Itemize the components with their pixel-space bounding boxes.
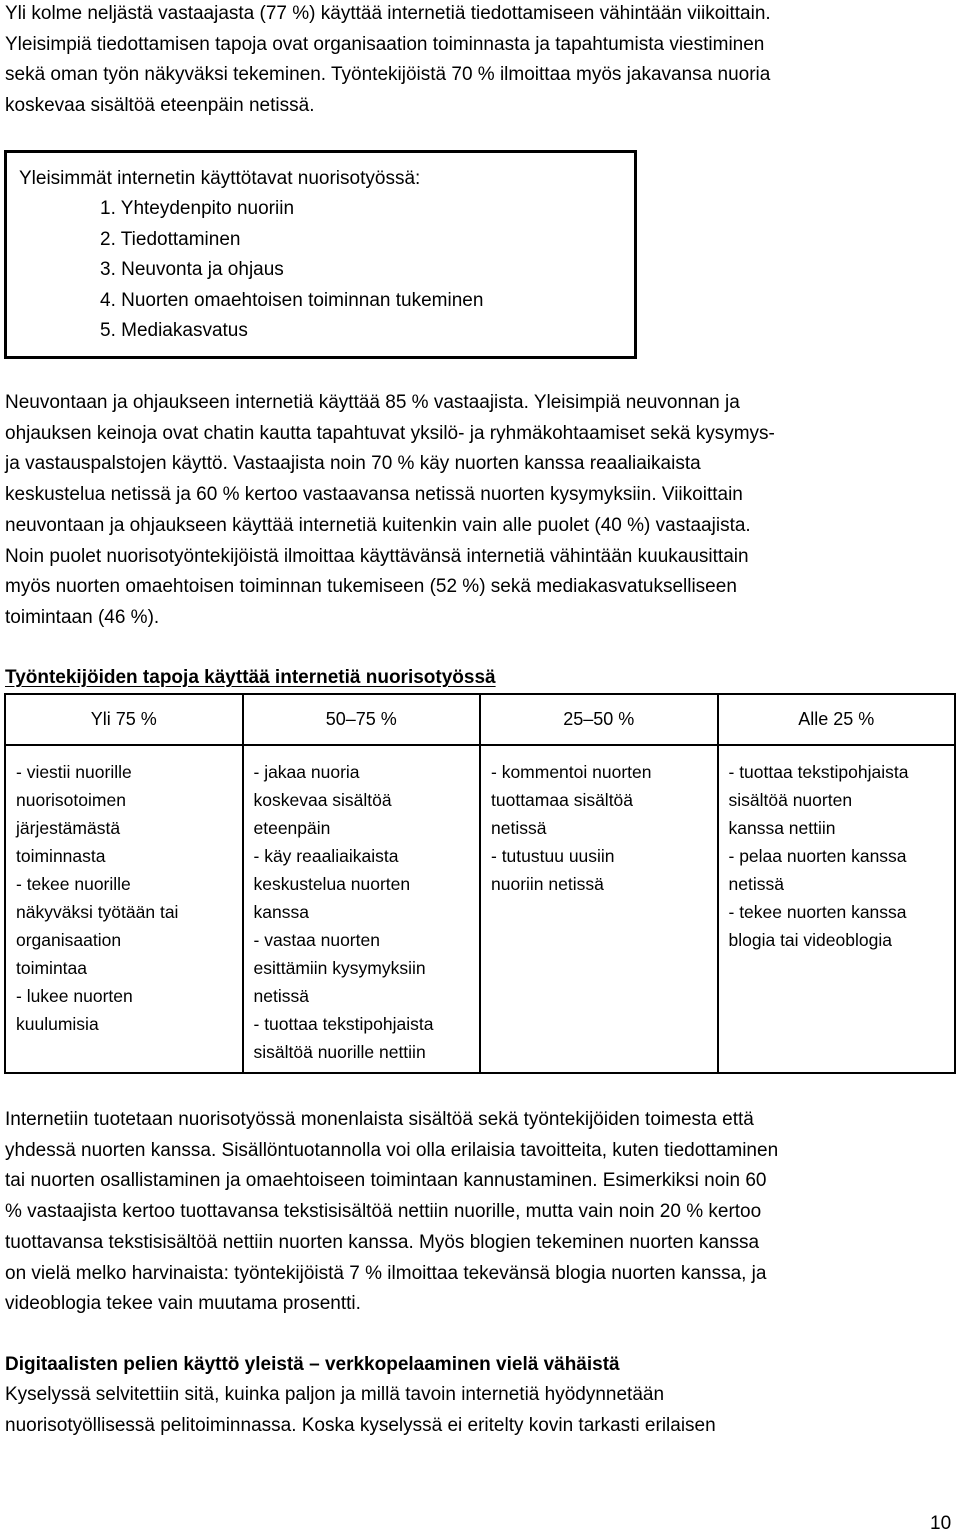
cell-line: näkyväksi työtään tai	[16, 902, 179, 922]
text-line: yhdessä nuorten kanssa. Sisällöntuotannolla voi olla erilaisia tavoitteita, kuten tiedottaminen	[5, 1139, 779, 1161]
text-line: sekä oman työn näkyväksi tekeminen. Työntekijöistä 70 % ilmoittaa myös jakavansa nuoria	[5, 64, 771, 86]
text-line: nuorisotyöllisessä pelitoiminnassa. Koska kyselyssä ei eritelty kovin tarkasti erilaisen	[5, 1414, 716, 1436]
internet-usage-ways-table	[4, 693, 956, 1074]
table-cell	[5, 745, 243, 1073]
intro-paragraph	[5, 0, 950, 122]
usage-list-item: 3. Neuvonta ja ohjaus	[100, 259, 284, 281]
cell-line: eteenpäin	[253, 818, 331, 838]
usage-list-item: 1. Yhteydenpito nuoriin	[100, 198, 295, 219]
cell-line: koskevaa sisältöä	[253, 790, 392, 810]
table-header-row	[5, 694, 955, 745]
usage-list-item: 2. Tiedottaminen	[100, 228, 241, 250]
cell-line: järjestämästä	[16, 818, 121, 838]
table-heading: Työntekijöiden tapoja käyttää internetiä nuorisotyössä	[5, 667, 496, 688]
cell-line: - tuottaa tekstipohjaista	[728, 762, 909, 782]
cell-line: - käy reaaliaikaista	[253, 846, 399, 866]
games-paragraph	[5, 1380, 950, 1441]
content-production-paragraph	[5, 1105, 950, 1320]
text-line: ohjauksen keinoja ovat chatin kautta tapahtuvat yksilö- ja ryhmäkohtaamiset sekä kysymys-	[5, 422, 775, 444]
cell-line: - tuottaa tekstipohjaista	[253, 1014, 434, 1034]
text-line: on vielä melko harvinaista: työntekijöistä 7 % ilmoittaa tekevänsä blogia nuorten kanssa, ja	[5, 1262, 767, 1284]
cell-line: tuottamaa sisältöä	[491, 790, 634, 810]
cell-line: blogia tai videoblogia	[728, 930, 892, 950]
text-line: Yli kolme neljästä vastaajasta (77 %) käyttää internetiä tiedottamiseen vähintään viikoittain.	[5, 3, 771, 24]
text-line: koskevaa sisältöä eteenpäin netissä.	[5, 95, 315, 117]
cell-line: nuorisotoimen	[16, 790, 126, 810]
cell-line: esittämiin kysymyksiin	[253, 958, 426, 978]
usage-box-title: Yleisimmät internetin käyttötavat nuorisotyössä:	[19, 168, 421, 189]
cell-line: netissä	[728, 874, 784, 894]
text-line: Neuvontaan ja ohjaukseen internetiä käyttää 85 % vastaajista. Yleisimpiä neuvonnan ja	[5, 392, 740, 413]
cell-line: - pelaa nuorten kanssa	[728, 846, 907, 866]
cell-line: - lukee nuorten	[16, 986, 133, 1006]
cell-line: kanssa nettiin	[728, 818, 836, 838]
usage-list-item: 5. Mediakasvatus	[100, 320, 248, 342]
table-cell	[480, 745, 718, 1073]
table-cell	[718, 745, 956, 1073]
column-header: Yli 75 %	[5, 694, 243, 745]
cell-line: sisältöä nuorten	[728, 790, 853, 810]
cell-line: - jakaa nuoria	[253, 762, 360, 782]
text-line: Internetiin tuotetaan nuorisotyössä monenlaista sisältöä sekä työntekijöiden toimesta että	[5, 1109, 754, 1130]
cell-line: nuoriin netissä	[491, 874, 604, 894]
cell-line: toimintaa	[16, 958, 88, 978]
cell-line: netissä	[491, 818, 547, 838]
cell-line: - viestii nuorille	[16, 762, 132, 782]
text-line: % vastaajista kertoo tuottavansa tekstisisältöä nettiin nuorille, mutta vain noin 20 % kertoo	[5, 1201, 762, 1223]
text-line: toimintaan (46 %).	[5, 606, 160, 628]
games-section-heading: Digitaalisten pelien käyttö yleistä – verkkopelaaminen vielä vähäistä	[5, 1354, 620, 1375]
text-line: Yleisimpiä tiedottamisen tapoja ovat organisaation toiminnasta ja tapahtumista viestiminen	[5, 33, 765, 55]
text-line: Noin puolet nuorisotyöntekijöistä ilmoittaa käyttävänsä internetiä vähintään kuukausittain	[5, 545, 749, 567]
page-number: 10	[930, 1513, 952, 1534]
cell-line: - tekee nuorille	[16, 874, 131, 894]
text-line: tai nuorten osallistaminen ja omaehtoiseen toimintaan kannustaminen. Esimerkiksi noin 60	[5, 1170, 767, 1192]
text-line: keskustelua netissä ja 60 % kertoo vastaavansa netissä nuorten kysymyksiin. Viikoittain	[5, 484, 743, 506]
column-header: 50–75 %	[243, 694, 481, 745]
cell-line: - tekee nuorten kanssa	[728, 902, 907, 922]
text-line: tuottavansa tekstisisältöä nettiin nuorten kanssa. Myös blogien tekeminen nuorten kanssa	[5, 1231, 760, 1253]
text-line: Kyselyssä selvitettiin sitä, kuinka paljon ja millä tavoin internetiä hyödynnetään	[5, 1384, 665, 1405]
column-header: 25–50 %	[480, 694, 718, 745]
cell-line: kuulumisia	[16, 1014, 99, 1034]
table-row	[5, 745, 955, 1073]
cell-line: netissä	[253, 986, 309, 1006]
cell-line: toiminnasta	[16, 846, 106, 866]
text-line: ja vastauspalstojen käyttö. Vastaajista noin 70 % käy nuorten kanssa reaaliaikaista	[5, 453, 701, 475]
usage-summary-box	[4, 150, 637, 359]
text-line: myös nuorten omaehtoisen toiminnan tukemiseen (52 %) sekä mediakasvatukselliseen	[5, 576, 737, 598]
text-line: videoblogia tekee vain muutama prosentti.	[5, 1293, 361, 1315]
usage-list-item: 4. Nuorten omaehtoisen toiminnan tukeminen	[100, 289, 484, 311]
cell-line: sisältöä nuorille nettiin	[253, 1042, 426, 1062]
cell-line: - vastaa nuorten	[253, 930, 380, 950]
advice-paragraph	[5, 388, 950, 634]
cell-line: organisaation	[16, 930, 122, 950]
table-cell	[243, 745, 481, 1073]
cell-line: keskustelua nuorten	[253, 874, 411, 894]
text-line: neuvontaan ja ohjaukseen käyttää internetiä kuitenkin vain alle puolet (40 %) vastaajista.	[5, 514, 751, 536]
cell-line: kanssa	[253, 902, 309, 922]
cell-line: - kommentoi nuorten	[491, 762, 652, 782]
usage-list	[100, 194, 483, 347]
column-header: Alle 25 %	[718, 694, 956, 745]
cell-line: - tutustuu uusiin	[491, 846, 615, 866]
